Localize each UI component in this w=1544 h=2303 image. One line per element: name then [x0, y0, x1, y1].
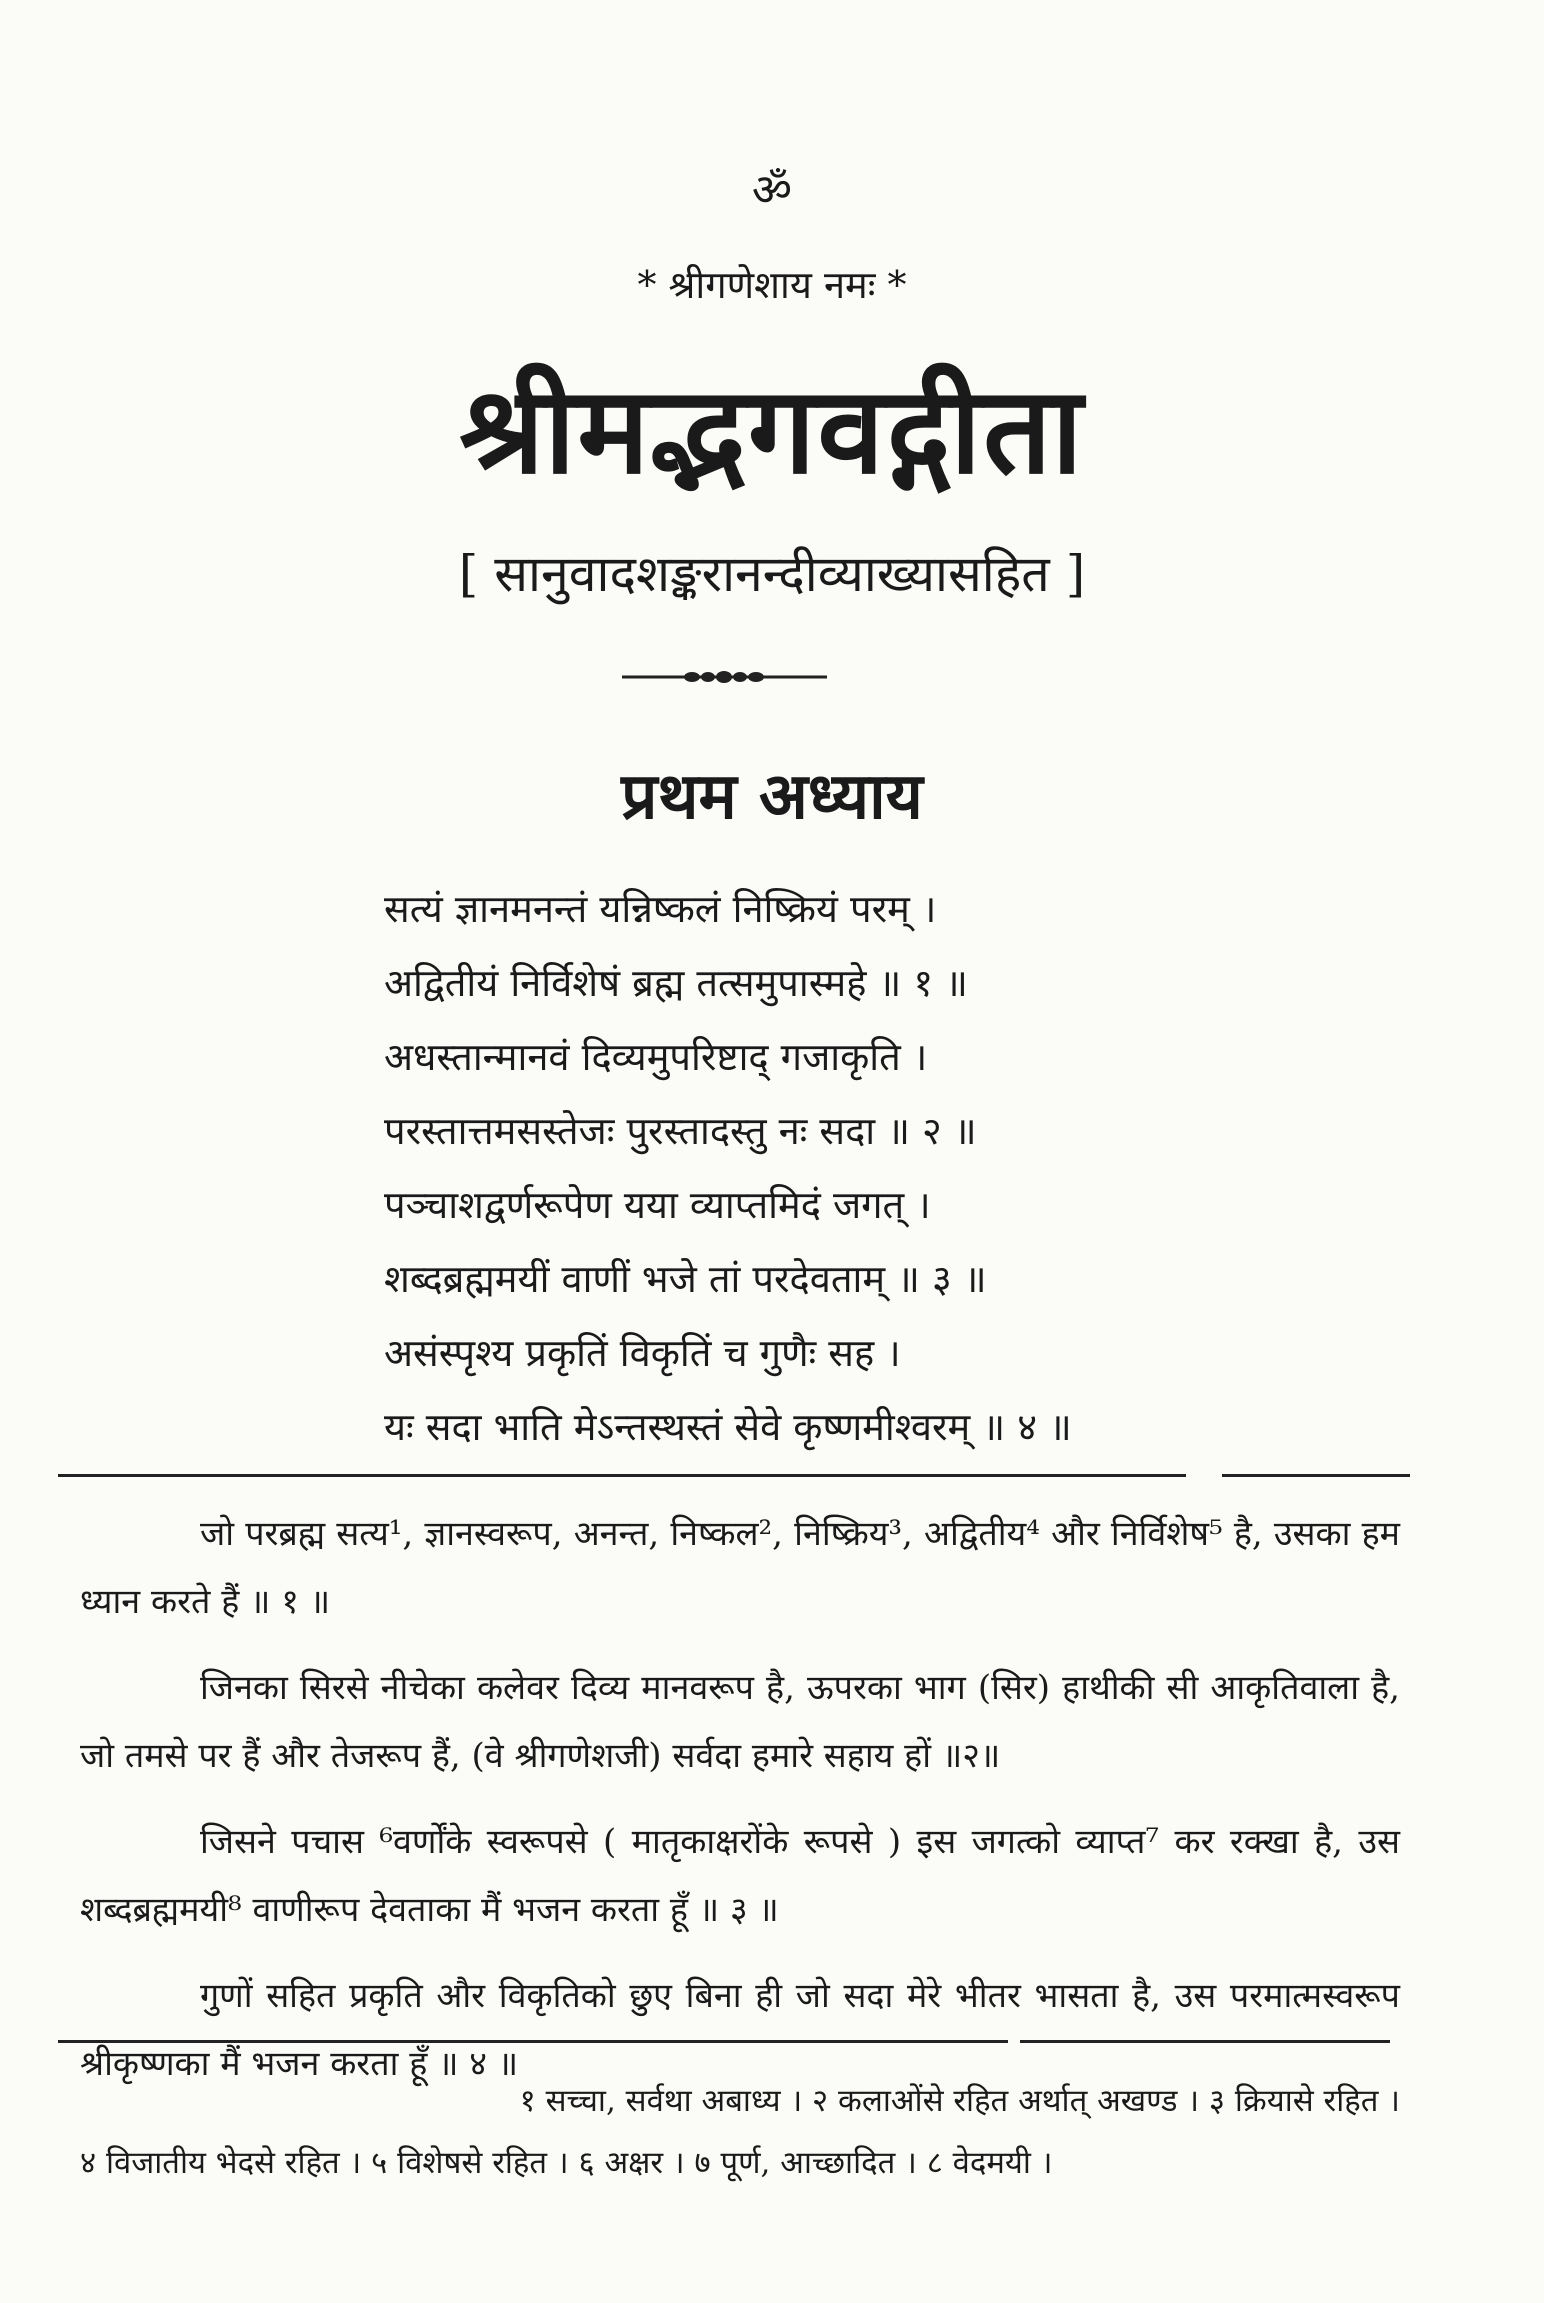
translation-paragraph: जिसने पचास ⁶वर्णोंके स्वरूपसे ( मातृकाक्षरोंके रूपसे ) इस जगत्को व्याप्त⁷ कर रक्खा है, उस शब्दब्रह्ममयी⁸ वाणीरूप देवताका मैं भजन करता हूँ ॥ ३ ॥	[80, 1822, 1400, 1930]
divider-rule	[58, 2040, 1008, 2043]
invocation-line: * श्रीगणेशाय नमः *	[637, 263, 907, 307]
divider-rule	[58, 1474, 1186, 1477]
divider-rule	[1020, 2040, 1390, 2043]
verse-line: शब्दब्रह्ममयीं वाणीं भजे तां परदेवताम् ॥ ३ ॥	[384, 1257, 987, 1301]
translation-paragraph: जो परब्रह्म सत्य¹, ज्ञानस्वरूप, अनन्त, निष्कल², निष्क्रिय³, अद्वितीय⁴ और निर्विशेष⁵ है, उसका हम ध्यान करते हैं ॥ १ ॥	[80, 1514, 1400, 1622]
sanskrit-verses	[384, 872, 1224, 1464]
verse-line: पञ्चाशद्वर्णरूपेण यया व्याप्तमिदं जगत् ।	[384, 1183, 931, 1227]
om-symbol: ॐ	[751, 165, 793, 216]
verse-line: परस्तात्तमसस्तेजः पुरस्तादस्तु नः सदा ॥ २ ॥	[384, 1109, 977, 1153]
verse-line: सत्यं ज्ञानमनन्तं यन्निष्कलं निष्क्रियं परम् ।	[384, 887, 937, 931]
ornament-divider-icon	[622, 665, 827, 689]
footnotes	[80, 2070, 1400, 2194]
divider-rule	[1222, 1474, 1410, 1477]
footnote-line: ४ विजातीय भेदसे रहित । ५ विशेषसे रहित । ६ अक्षर । ७ पूर्ण, आच्छादित । ८ वेदमयी ।	[80, 2145, 1053, 2181]
verse-line: यः सदा भाति मेऽन्तस्थस्तं सेवे कृष्णमीश्वरम् ॥ ४ ॥	[384, 1405, 1072, 1449]
verse-line: अधस्तान्मानवं दिव्यमुपरिष्टाद् गजाकृति ।	[384, 1035, 928, 1079]
translation-paragraph: गुणों सहित प्रकृति और विकृतिको छुए बिना ही जो सदा मेरे भीतर भासता है, उस परमात्मस्वरूप श्रीकृष्णका मैं भजन करता हूँ ॥ ४ ॥	[80, 1976, 1400, 2084]
verse-line: असंस्पृश्य प्रकृतिं विकृतिं च गुणैः सह ।	[384, 1331, 901, 1375]
footnote-line: १ सच्चा, सर्वथा अबाध्य । २ कलाओंसे रहित अर्थात् अखण्ड । ३ क्रियासे रहित ।	[519, 2083, 1400, 2119]
book-title: श्रीमद्भगवद्गीता	[459, 360, 1085, 501]
verse-line: अद्वितीयं निर्विशेषं ब्रह्म तत्समुपास्महे ॥ १ ॥	[384, 961, 968, 1005]
chapter-heading: प्रथम अध्याय	[621, 759, 923, 834]
book-subtitle: [ सानुवादशङ्करानन्दीव्याख्यासहित ]	[458, 545, 1086, 603]
hindi-translation	[80, 1500, 1400, 2116]
translation-paragraph: जिनका सिरसे नीचेका कलेवर दिव्य मानवरूप है, ऊपरका भाग (सिर) हाथीकी सी आकृतिवाला है, जो तमसे पर हैं और तेजरूप हैं, (वे श्रीगणेशजी) सर्वदा हमारे सहाय हों ॥२॥	[80, 1668, 1400, 1776]
